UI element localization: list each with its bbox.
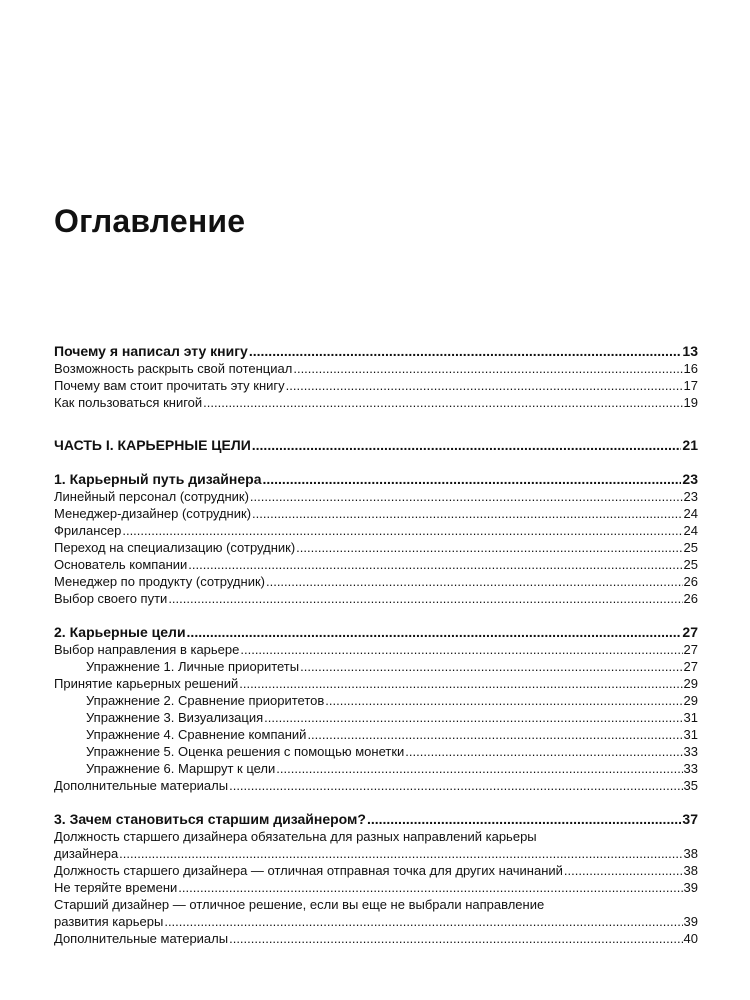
toc-page: 31	[683, 727, 698, 742]
toc-title: Упражнение 3. Визуализация	[86, 710, 264, 725]
toc-page: 25	[683, 540, 698, 555]
toc-page: 31	[683, 710, 698, 725]
toc-page: 27	[683, 659, 698, 674]
toc-leader	[250, 488, 683, 505]
toc-chapter[interactable]	[54, 470, 698, 488]
toc-leader	[286, 377, 683, 394]
toc-leader	[293, 360, 682, 377]
toc-title-line1: Старший дизайнер — отличное решение, если вы еще не выбрали направление	[54, 897, 545, 912]
toc-entry[interactable]	[54, 641, 698, 658]
toc-leader	[239, 675, 682, 692]
toc-entry[interactable]	[54, 488, 698, 505]
spacer	[54, 607, 698, 623]
toc-page: 37	[682, 811, 698, 827]
toc-leader	[249, 342, 682, 360]
toc-title: Должность старшего дизайнера — отличная отправная точка для других начинаний	[54, 863, 563, 878]
toc-title: Менеджер-дизайнер (сотрудник)	[54, 506, 252, 521]
toc-leader	[405, 743, 682, 760]
toc-title: Линейный персонал (сотрудник)	[54, 489, 249, 504]
toc-title-line1: Должность старшего дизайнера обязательна для разных направлений карьеры	[54, 829, 537, 844]
toc-leader	[229, 777, 682, 794]
toc-title-line2: дизайнера	[54, 846, 119, 861]
toc-title: Основатель компании	[54, 557, 188, 572]
toc-page: 40	[683, 931, 698, 946]
toc-title: Принятие карьерных решений	[54, 676, 239, 691]
toc-title: Упражнение 5. Оценка решения с помощью монетки	[86, 744, 405, 759]
toc-title: Переход на специализацию (сотрудник)	[54, 540, 296, 555]
toc-leader	[262, 470, 681, 488]
spacer	[54, 794, 698, 810]
toc-title: Упражнение 6. Маршрут к цели	[86, 761, 276, 776]
toc-entry[interactable]	[54, 394, 698, 411]
toc-leader	[325, 692, 682, 709]
toc-page: 17	[683, 378, 698, 393]
toc-page: 27	[682, 624, 698, 640]
toc-chapter[interactable]	[54, 342, 698, 360]
toc-title: Дополнительные материалы	[54, 931, 229, 946]
toc-entry[interactable]	[54, 556, 698, 573]
toc-page: 23	[683, 489, 698, 504]
toc-leader	[240, 641, 682, 658]
toc-chapter[interactable]	[54, 810, 698, 828]
toc-leader	[229, 930, 682, 947]
toc-leader	[266, 573, 683, 590]
toc-page: 25	[683, 557, 698, 572]
toc-entry[interactable]	[54, 862, 698, 879]
toc-page: 38	[683, 863, 698, 878]
toc-subentry[interactable]	[54, 743, 698, 760]
toc-entry[interactable]	[54, 360, 698, 377]
toc-entry[interactable]	[54, 573, 698, 590]
toc-leader	[252, 505, 683, 522]
toc-entry[interactable]	[54, 505, 698, 522]
toc-title: 3. Зачем становиться старшим дизайнером?	[54, 811, 366, 827]
toc-page: 39	[683, 880, 698, 895]
toc-leader	[564, 862, 683, 879]
toc-title: Не теряйте времени	[54, 880, 178, 895]
toc-leader	[300, 658, 682, 675]
toc-page: 29	[683, 693, 698, 708]
toc-title: ЧАСТЬ I. КАРЬЕРНЫЕ ЦЕЛИ	[54, 437, 251, 453]
toc-subentry[interactable]	[54, 760, 698, 777]
page-title: Оглавление	[54, 203, 246, 239]
toc-chapter[interactable]	[54, 623, 698, 641]
toc-title: Упражнение 2. Сравнение приоритетов	[86, 693, 325, 708]
spacer	[54, 454, 698, 470]
toc-page: 26	[683, 591, 698, 606]
toc-title: Возможность раскрыть свой потенциал	[54, 361, 293, 376]
toc-page: 23	[682, 471, 698, 487]
toc-part[interactable]	[54, 436, 698, 454]
toc-entry[interactable]	[54, 522, 698, 539]
toc-page: 24	[683, 506, 698, 521]
toc-leader	[264, 709, 682, 726]
toc-title: 2. Карьерные цели	[54, 624, 186, 640]
spacer	[54, 411, 698, 436]
toc-title: Упражнение 1. Личные приоритеты	[86, 659, 300, 674]
toc-page: 16	[683, 361, 698, 376]
toc-page: 33	[683, 761, 698, 776]
toc-leader	[178, 879, 682, 896]
toc-leader	[119, 845, 682, 862]
toc-leader	[168, 590, 682, 607]
toc-title: Менеджер по продукту (сотрудник)	[54, 574, 265, 589]
toc-page: 33	[683, 744, 698, 759]
toc-leader	[252, 436, 682, 454]
toc-leader	[187, 623, 682, 641]
toc-title: Почему я написал эту книгу	[54, 343, 248, 359]
toc-leader	[307, 726, 682, 743]
toc-leader	[276, 760, 682, 777]
toc-page: 38	[683, 846, 698, 861]
table-of-contents	[54, 342, 698, 947]
toc-page: 29	[683, 676, 698, 691]
toc-entry[interactable]	[54, 896, 698, 930]
toc-title: Упражнение 4. Сравнение компаний	[86, 727, 307, 742]
toc-title: Фрилансер	[54, 523, 122, 538]
toc-title: Выбор своего пути	[54, 591, 168, 606]
toc-entry[interactable]	[54, 930, 698, 947]
toc-entry[interactable]	[54, 539, 698, 556]
toc-title: 1. Карьерный путь дизайнера	[54, 471, 262, 487]
toc-page: 39	[683, 914, 698, 929]
toc-subentry[interactable]	[54, 692, 698, 709]
toc-page: 24	[683, 523, 698, 538]
toc-page: 26	[683, 574, 698, 589]
toc-entry[interactable]	[54, 590, 698, 607]
toc-entry[interactable]	[54, 777, 698, 794]
toc-page: 21	[682, 437, 698, 453]
toc-leader	[188, 556, 682, 573]
toc-page: 35	[683, 778, 698, 793]
toc-page: 19	[683, 395, 698, 410]
toc-entry[interactable]	[54, 828, 698, 862]
toc-leader	[122, 522, 682, 539]
toc-entry[interactable]	[54, 879, 698, 896]
toc-title-line2: развития карьеры	[54, 914, 164, 929]
toc-title: Дополнительные материалы	[54, 778, 229, 793]
toc-leader	[203, 394, 682, 411]
toc-title: Выбор направления в карьере	[54, 642, 240, 657]
toc-leader	[367, 810, 681, 828]
toc-page: 27	[683, 642, 698, 657]
toc-title: Как пользоваться книгой	[54, 395, 203, 410]
toc-entry[interactable]	[54, 377, 698, 394]
toc-leader	[296, 539, 682, 556]
toc-subentry[interactable]	[54, 726, 698, 743]
toc-title: Почему вам стоит прочитать эту книгу	[54, 378, 285, 393]
toc-subentry[interactable]	[54, 658, 698, 675]
toc-entry[interactable]	[54, 675, 698, 692]
toc-leader	[164, 913, 682, 930]
toc-page: 13	[682, 343, 698, 359]
toc-subentry[interactable]	[54, 709, 698, 726]
